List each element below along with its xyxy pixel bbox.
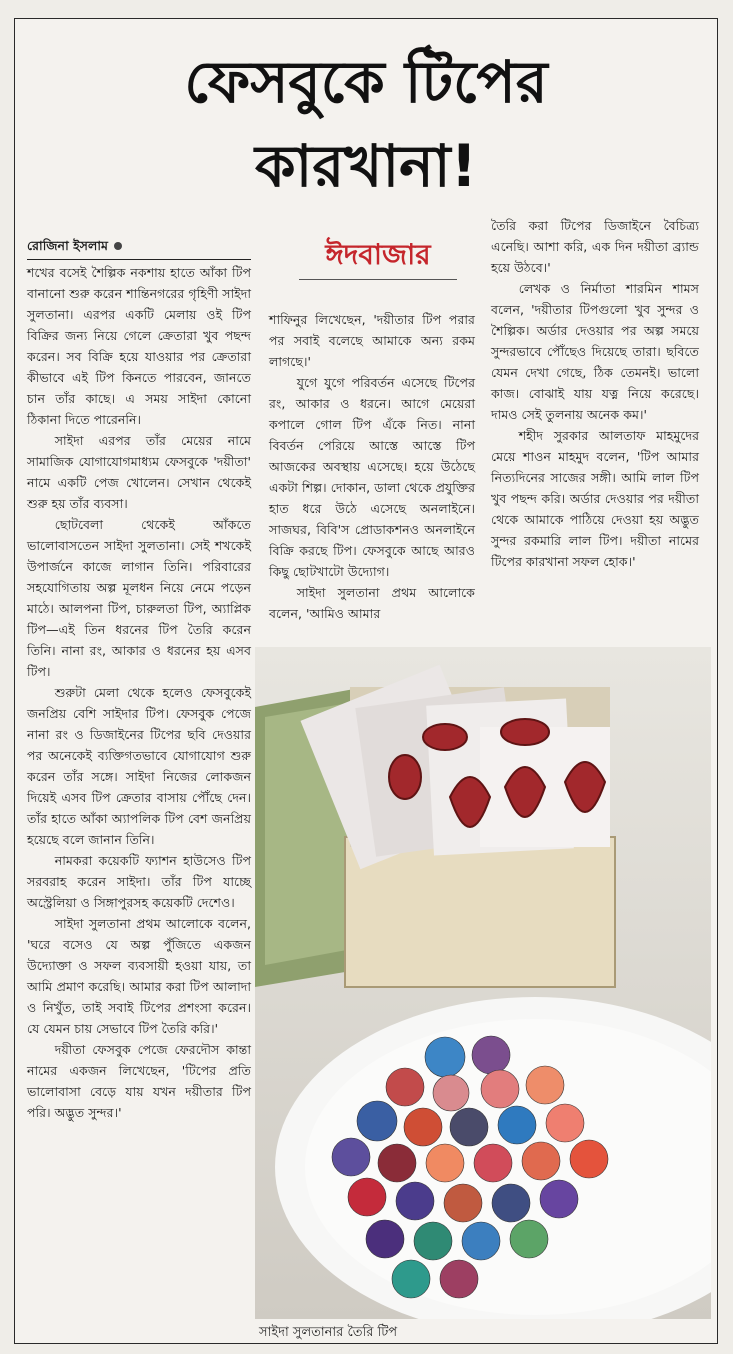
paragraph: লেখক ও নির্মাতা শারমিন শামস বলেন, 'দয়ীতার টিপগুলো খুব সুন্দর ও শৈল্পিক। অর্ডার দেওয়ার পর অল্প সময়ে সুন্দরভাবে পৌঁছেও দিয়েছে তারা। ছবিতে যেমন দেখা গেছে, ঠিক তেমনই। ভালো কাজ। বোঝাই যায় যত্ন নিয়ে করেছে। দামও সেই তুলনায় অনেক কম।' [491, 281, 699, 422]
article-column-2 [269, 309, 475, 624]
paragraph: শহীদ সুরকার আলতাফ মাহমুদের মেয়ে শাওন মাহমুদ বলেন, 'টিপ আমার নিত্যদিনের সাজের সঙ্গী। আমি লাল টিপ খুব পছন্দ করি। অর্ডার দেওয়ার পর দয়ীতা থেকে আমাকে পাঠিয়ে দেওয়া হয় অদ্ভুত সুন্দর রকমারি লাল টিপ। দয়ীতা নামের টিপের কারখানা সফল হোক।' [491, 428, 699, 569]
paragraph: সাইদা সুলতানা প্রথম আলোকে বলেন, 'আমিও আমার [269, 585, 475, 621]
photo-caption: সাইদা সুলতানার তৈরি টিপ [259, 1325, 398, 1340]
tip-photo-illustration [255, 647, 711, 1319]
section-rule [299, 279, 457, 280]
paragraph: যুগে যুগে পরিবর্তন এসেছে টিপের রং, আকার ও ধরনে। আগে মেয়েরা কপালে গোল টিপ এঁকে নিত। নানা বিবর্তন পেরিয়ে আস্তে আস্তে টিপ আজকের অবস্থায় এসেছে। হয়ে উঠেছে একটা শিল্প। দোকান, ডালা থেকে প্রযুক্তির হাত ধরে উঠে এসেছে অনলাইনে। সাজঘর, বিবি'স প্রোডাকশনও অনলাইনে বিক্রি করছে টিপ। ফেসবুকে আছে আরও কিছু ছোটখাটো উদ্যোগ। [269, 375, 475, 579]
headline-line-1: ফেসবুকে টিপের [184, 48, 548, 116]
paragraph: শাফিনুর লিখেছেন, 'দয়ীতার টিপ পরার পর সবাই বলেছে আমাকে অন্য রকম লাগছে।' [269, 312, 475, 369]
paragraph: দয়ীতা ফেসবুক পেজে ফেরদৌস কান্তা নামের একজন লিখেছেন, 'টিপের প্রতি ভালোবাসা বেড়ে যায় যখন দয়ীতার টিপ পরি। অদ্ভুত সুন্দর।' [27, 1042, 251, 1120]
paragraph: তৈরি করা টিপের ডিজাইনে বৈচিত্র্য এনেছি। আশা করি, এক দিন দয়ীতা ব্র্যান্ড হয়ে উঠবে।' [491, 218, 699, 275]
section-label: ঈদবাজার [325, 238, 431, 271]
paragraph: সাইদা এরপর তাঁর মেয়ের নামে সামাজিক যোগাযোগমাধ্যম ফেসবুকে 'দয়ীতা' নামে একটি পেজ খোলেন। সেখান থেকেই শুরু হয় তাঁর ব্যবসা। [27, 433, 251, 511]
byline [27, 235, 251, 256]
article-column-1 [27, 235, 251, 1123]
bullet-icon [114, 242, 122, 250]
byline-rule [27, 259, 251, 260]
paragraph: শুরুটা মেলা থেকে হলেও ফেসবুকেই জনপ্রিয় বেশি সাইদার টিপ। ফেসবুক পেজে নানা রং ও ডিজাইনের টিপের ছবি দেওয়ার পর অনেকেই ব্যক্তিগতভাবে যোগাযোগ শুরু করেন তাঁর সঙ্গে। সাইদা নিজের লোকজন দিয়েই এসব টিপ ক্রেতার বাসায় পৌঁছে দেন। তাঁর হাতে আঁকা অ্যাপলিক টিপ বেশ জনপ্রিয় হয়েছে বলে জানান তিনি। [27, 685, 251, 847]
author-name: রোজিনা ইসলাম [27, 238, 109, 253]
newspaper-clipping [14, 18, 718, 1344]
tip-photo [255, 647, 711, 1319]
paragraph: ছোটবেলা থেকেই আঁকতে ভালোবাসতেন সাইদা সুলতানা। সেই শখকেই উপার্জনে কাজে লাগান তিনি। পরিবারের সহযোগিতায় অল্প মূলধন নিয়ে নেমে পড়েন মাঠে। আলপনা টিপ, চারুলতা টিপ, অ্যাপ্লিক টিপ—এই তিন ধরনের টিপ তৈরি করেন তিনি। নানা রং, আকার ও ধরনের হয় এসব টিপ। [27, 517, 251, 679]
paragraph: সাইদা সুলতানা প্রথম আলোকে বলেন, 'ঘরে বসেও যে অল্প পুঁজিতে একজন উদ্যোক্তা ও সফল ব্যবসায়ী হওয়া যায়, তা আমি প্রমাণ করেছি। আমার করা টিপ আলাদা ও নিখুঁত, তাই সবাই টিপের প্রশংসা করেন। যে যেমন চায় সেভাবে টিপ তৈরি করি।' [27, 916, 251, 1036]
paragraph: নামকরা কয়েকটি ফ্যাশন হাউসেও টিপ সরবরাহ করেন সাইদা। তাঁর টিপ যাচ্ছে অস্ট্রেলিয়া ও সিঙ্গাপুরসহ কয়েকটি দেশেও। [27, 853, 251, 910]
article-column-3 [491, 215, 699, 572]
paragraph: শখের বসেই শৈল্পিক নকশায় হাতে আঁকা টিপ বানানো শুরু করেন শান্তিনগরের গৃহিণী সাইদা সুলতানা। এরপর একটি মেলায় ওই টিপ বিক্রির জন্য নিয়ে গেলে ক্রেতারা খুব পছন্দ করেন। সব বিক্রি হয়ে যাওয়ার পর ক্রেতারা কীভাবে এই টিপ কিনতে পারবেন, জানতে চান তাঁর কাছে। এ সময় সাইদা কোনো ঠিকানা দিতে পারেননি। [27, 265, 251, 427]
headline-line-2: কারখানা! [254, 132, 478, 200]
